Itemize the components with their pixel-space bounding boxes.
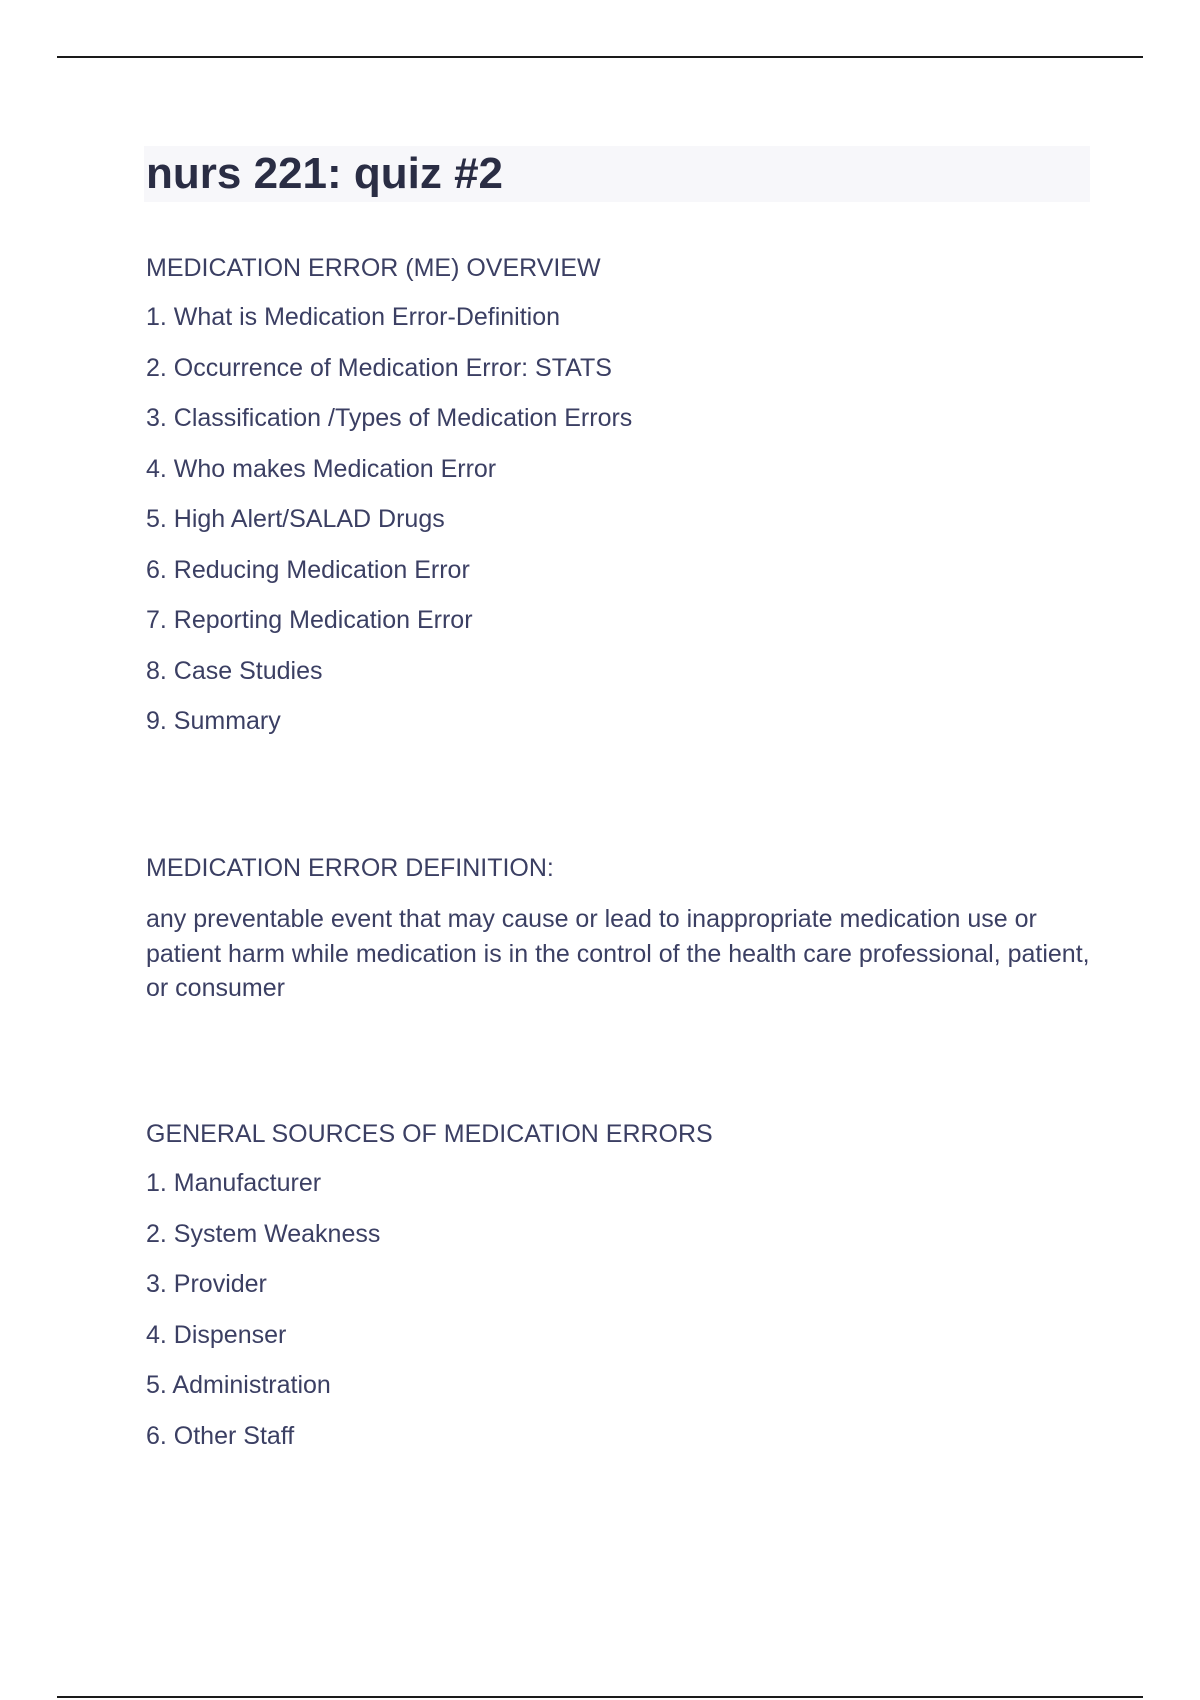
- list-item: 5. Administration: [146, 1371, 331, 1399]
- overview-section: [146, 253, 1096, 757]
- definition-text: any preventable event that may cause or lead to inappropriate medication use or patient harm while medication is in the control of the health care professional, patient, or consumer: [146, 905, 1090, 1002]
- list-item: 5. High Alert/SALAD Drugs: [146, 505, 445, 533]
- list-item: 1. Manufacturer: [146, 1169, 322, 1197]
- list-item: 2. System Weakness: [146, 1219, 381, 1248]
- overview-heading: MEDICATION ERROR (ME) OVERVIEW: [146, 254, 601, 282]
- list-item: 1. What is Medication Error-Definition: [146, 303, 561, 331]
- definition-section: [146, 853, 1096, 1006]
- list-item: 4. Who makes Medication Error: [146, 454, 497, 483]
- bottom-divider: [57, 1696, 1143, 1698]
- sources-heading: GENERAL SOURCES OF MEDICATION ERRORS: [146, 1120, 713, 1148]
- list-item: 4. Dispenser: [146, 1320, 287, 1349]
- sources-section: [146, 1119, 1096, 1471]
- definition-heading: MEDICATION ERROR DEFINITION:: [146, 854, 554, 882]
- list-item: 2. Occurrence of Medication Error: STATS: [146, 353, 612, 382]
- list-item: 9. Summary: [146, 707, 281, 735]
- list-item: 6. Reducing Medication Error: [146, 555, 470, 584]
- list-item: 6. Other Staff: [146, 1421, 295, 1450]
- list-item: 3. Classification /Types of Medication Errors: [146, 404, 633, 432]
- list-item: 7. Reporting Medication Error: [146, 606, 473, 634]
- list-item: 3. Provider: [146, 1270, 267, 1298]
- list-item: 8. Case Studies: [146, 656, 323, 685]
- top-divider: [57, 56, 1143, 58]
- page-title: nurs 221: quiz #2: [146, 149, 504, 198]
